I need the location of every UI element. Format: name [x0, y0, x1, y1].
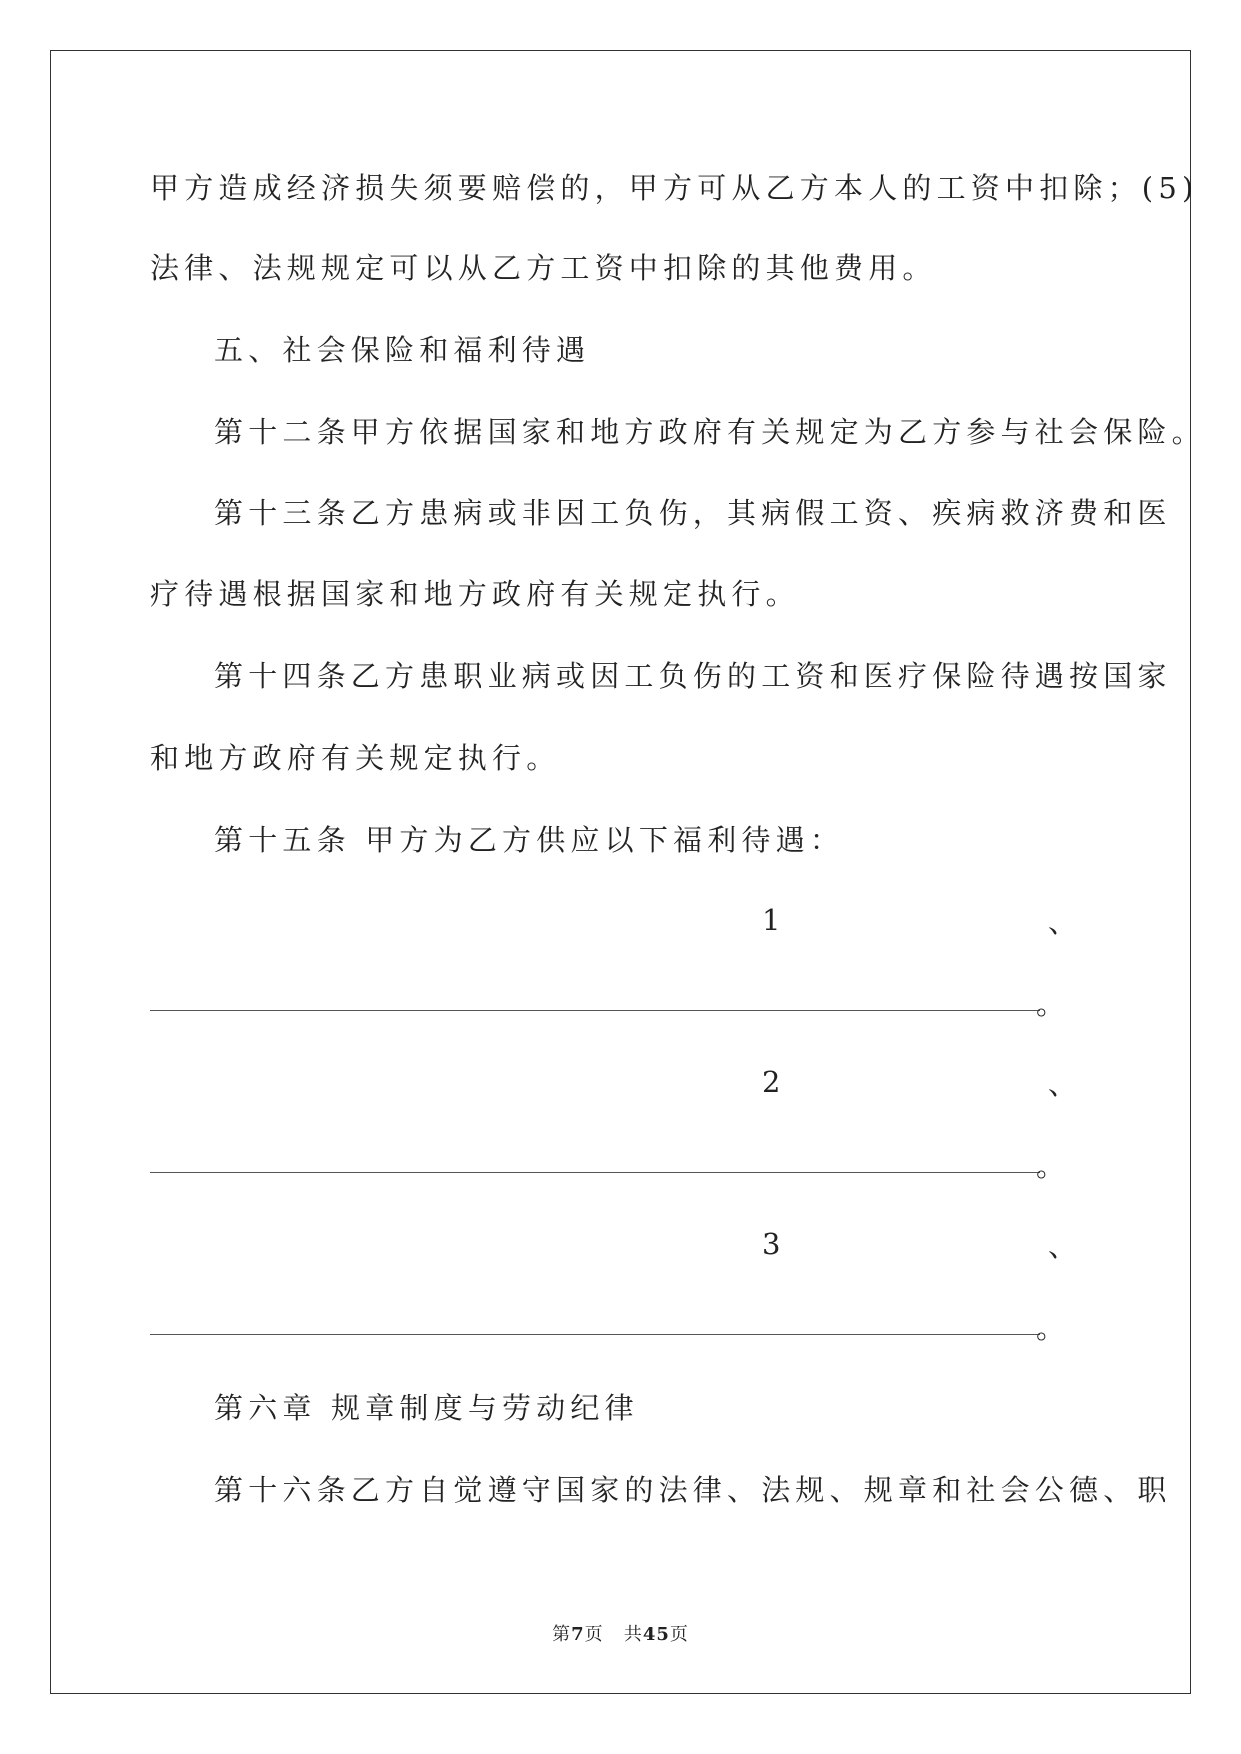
chapter-heading: 第六章 规章制度与劳动纪律 [214, 1391, 639, 1425]
fill-in-blank-line[interactable] [150, 1334, 1040, 1335]
footer-total-prefix: 共 [623, 1624, 643, 1645]
blank-item-end: 。 [1036, 1149, 1066, 1183]
footer-prefix: 第 [552, 1624, 572, 1645]
paragraph-line: 疗待遇根据国家和地方政府有关规定执行。 [150, 577, 800, 611]
article-15: 第十五条 甲方为乙方供应以下福利待遇： [214, 823, 845, 857]
footer-total-pages: 45 [642, 1624, 670, 1645]
blank-item-number: 3 [762, 1227, 781, 1261]
page-border [50, 50, 1191, 1694]
paragraph-line: 和地方政府有关规定执行。 [150, 741, 561, 775]
blank-item-comma: 、 [1048, 905, 1078, 939]
blank-item-number: 2 [762, 1065, 781, 1099]
blank-item-end: 。 [1036, 987, 1066, 1021]
page-footer [0, 1620, 1241, 1646]
paragraph-line: 法律、法规规定可以从乙方工资中扣除的其他费用。 [150, 251, 937, 285]
paragraph-line: 甲方造成经济损失须要赔偿的，甲方可从乙方本人的工资中扣除；(5) [150, 171, 1199, 205]
blank-item-end: 。 [1036, 1311, 1066, 1345]
fill-in-blank-line[interactable] [150, 1010, 1040, 1011]
fill-in-blank-line[interactable] [150, 1172, 1040, 1173]
blank-item-comma: 、 [1048, 1229, 1078, 1263]
article-13: 第十三条乙方患病或非因工负伤，其病假工资、疾病救济费和医 [214, 496, 1172, 530]
article-14: 第十四条乙方患职业病或因工负伤的工资和医疗保险待遇按国家 [214, 659, 1172, 693]
footer-page-number: 7 [571, 1624, 585, 1645]
section-heading: 五、社会保险和福利待遇 [214, 333, 591, 367]
blank-item-number: 1 [762, 903, 781, 937]
article-16: 第十六条乙方自觉遵守国家的法律、法规、规章和社会公德、职 [214, 1473, 1172, 1507]
footer-total-suffix: 页 [669, 1624, 689, 1645]
footer-page-suffix: 页 [584, 1624, 604, 1645]
blank-item-comma: 、 [1048, 1067, 1078, 1101]
article-12: 第十二条甲方依据国家和地方政府有关规定为乙方参与社会保险。 [214, 415, 1206, 449]
